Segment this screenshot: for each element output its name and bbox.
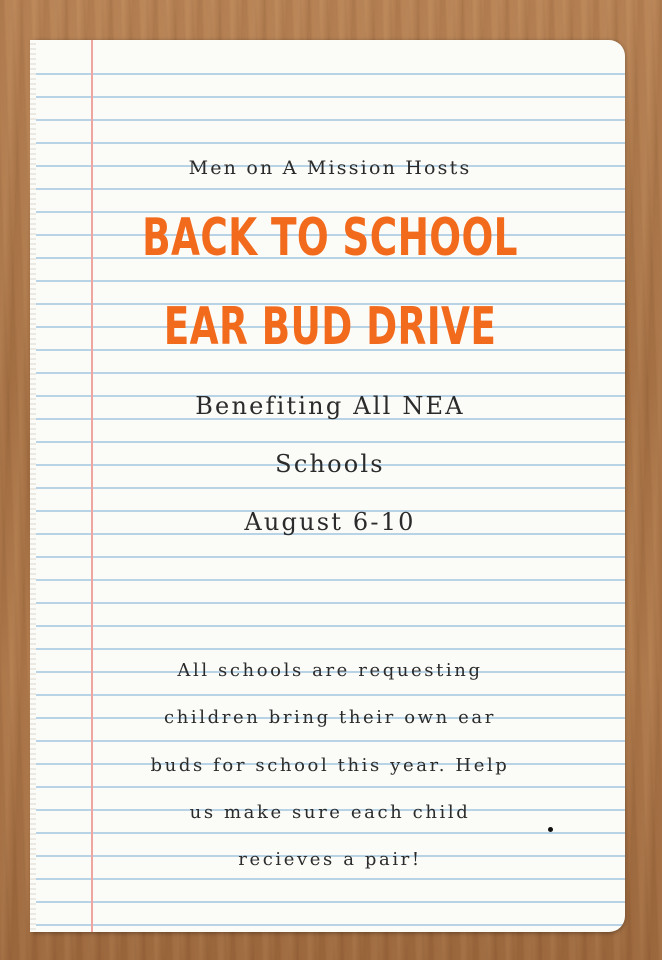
body-line-5: recieves a pair! [238,849,422,870]
title-line-2: EAR BUD DRIVE [163,297,497,357]
event-date: August 6-10 [244,508,416,536]
body-line-3: buds for school this year. Help [150,755,510,776]
benefit-line-2: Schools [275,450,385,478]
body-line-1: All schools are requesting [177,660,483,681]
benefit-line-1: Benefiting All NEA [195,392,465,420]
body-line-4: us make sure each child [189,802,471,823]
title-line-1: BACK TO SCHOOL [142,208,518,268]
body-line-2: children bring their own ear [164,707,496,728]
host-line: Men on A Mission Hosts [188,157,472,179]
ink-dot [548,827,553,832]
